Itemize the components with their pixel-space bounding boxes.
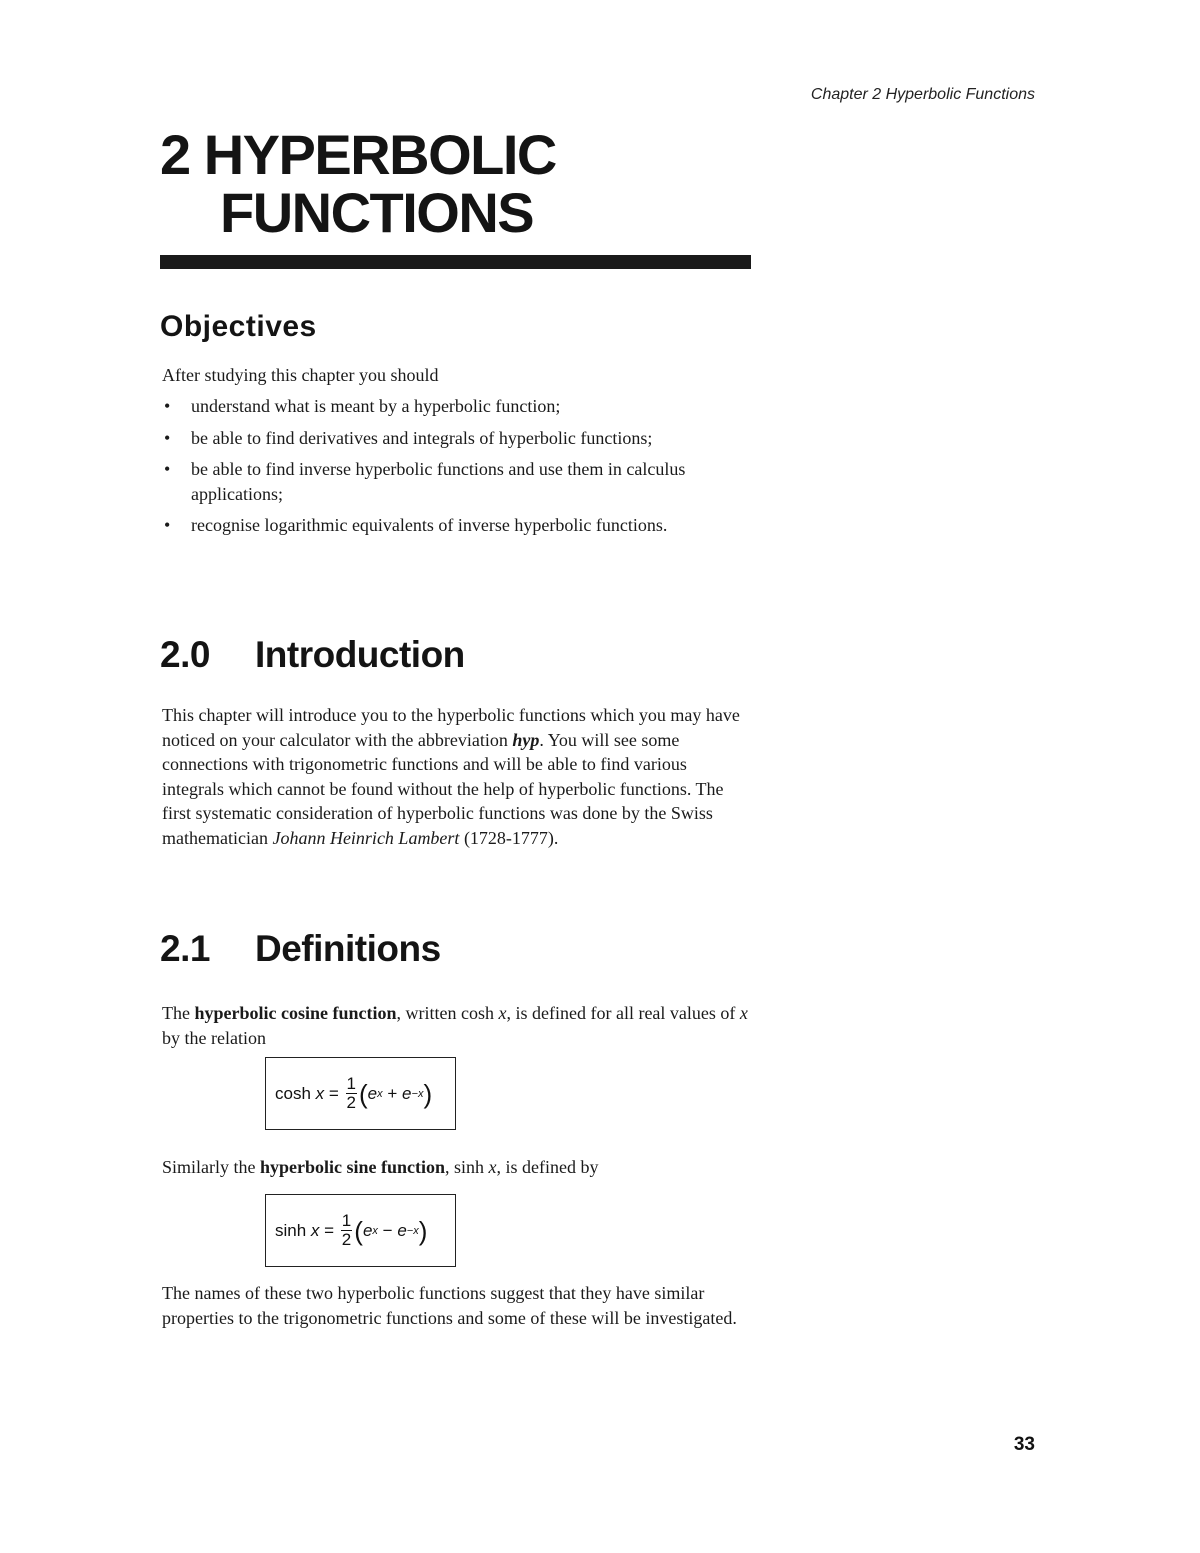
section-title: Definitions	[255, 928, 441, 969]
denominator: 2	[346, 1093, 356, 1112]
operator: −	[382, 1220, 393, 1240]
denominator: 2	[341, 1230, 352, 1249]
text: , is defined by	[496, 1157, 599, 1177]
page-number: 33	[1013, 1434, 1035, 1455]
fraction	[346, 1075, 357, 1112]
section-heading-definitions	[160, 928, 441, 970]
objectives-intro: After studying this chapter you should	[162, 365, 439, 385]
objective-item: • understand what is meant by a hyperbolic function;	[162, 394, 752, 419]
text: , is defined for all real values of	[506, 1003, 736, 1023]
text: The	[162, 1003, 190, 1023]
chapter-title	[160, 123, 556, 244]
fraction	[341, 1212, 352, 1249]
objective-item: • be able to find derivatives and integrals of hyperbolic functions;	[162, 426, 752, 451]
cosh-formula-box: cosh x = $\frac{1}{2}$ ( e x + e −x )	[265, 1057, 456, 1130]
running-head: Chapter 2 Hyperbolic Functions	[810, 86, 1035, 103]
objectives-heading: Objectives	[160, 310, 317, 343]
text: , written cosh	[396, 1003, 494, 1023]
section-number: 2.0	[160, 634, 210, 675]
text: by the relation	[162, 1027, 266, 1048]
section-title: Introduction	[255, 634, 465, 675]
numerator: 1	[341, 1211, 352, 1230]
text: , sinh	[445, 1157, 485, 1177]
introduction-paragraph	[162, 703, 752, 850]
intro-text: This chapter will introduce you to the hyperbolic functions which you may have noticed on your calculator with the abbreviation	[162, 705, 740, 750]
formula-lhs: cosh	[275, 1083, 311, 1103]
abbreviation-hyp: hyp	[512, 729, 540, 750]
cosh-definition-text	[162, 1001, 752, 1050]
var-x: x	[498, 1003, 507, 1023]
objective-item: • be able to find inverse hyperbolic functions and use them in calculus applications;	[162, 457, 752, 506]
closing-paragraph: The names of these two hyperbolic functions suggest that they have similar properties to the trigonometric functions and some of these will be investigated.	[162, 1283, 737, 1328]
formula-lhs: sinh	[275, 1220, 307, 1240]
section-heading-introduction	[160, 634, 465, 676]
objectives-list	[162, 394, 752, 545]
objective-item: • recognise logarithmic equivalents of inverse hyperbolic functions.	[162, 513, 752, 538]
term-cosh: hyperbolic cosine function	[194, 1003, 397, 1023]
chapter-title-line1: 2 HYPERBOLIC	[160, 123, 556, 186]
intro-text: . You will see some connections with trigonometric functions and will be able to find various integrals which cannot be found without the help of hyperbolic functions. The first systematic consideration of hyperbolic functions was done by the Swiss mathematician	[162, 729, 724, 848]
intro-text: (1728-1777).	[463, 827, 559, 848]
term-sinh: hyperbolic sine function	[260, 1157, 446, 1177]
var-x: x	[488, 1157, 497, 1177]
title-rule	[160, 255, 751, 269]
numerator: 1	[346, 1074, 356, 1093]
section-number: 2.1	[160, 928, 210, 969]
operator: +	[387, 1083, 398, 1103]
var-x: x	[739, 1003, 748, 1023]
chapter-title-line2: FUNCTIONS	[220, 181, 534, 244]
person-name: Johann Heinrich Lambert	[272, 827, 460, 848]
text: Similarly the	[162, 1157, 256, 1177]
sinh-definition-text	[162, 1155, 752, 1180]
sinh-formula-box: sinh x = $\frac{1}{2}$ ( e x − e −x )	[265, 1194, 456, 1267]
